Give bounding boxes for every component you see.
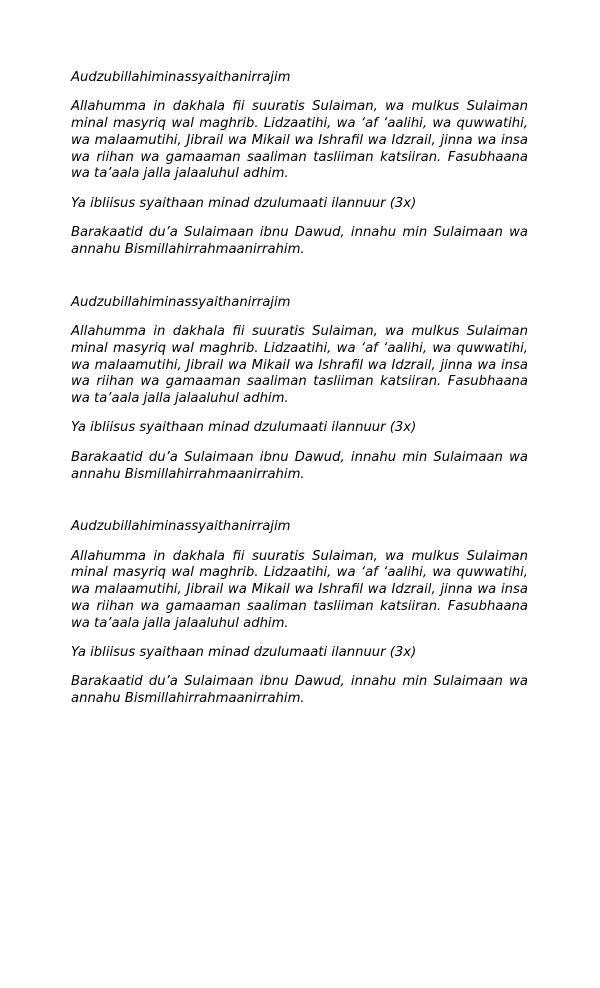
repetition-line: Ya ibliisus syaithaan minad dzulumaati ilannuur (3x) xyxy=(71,195,417,211)
prayer-block-2 xyxy=(71,295,528,484)
prayer-block-1 xyxy=(71,70,528,259)
prayer-paragraph: Allahumma in dakhala fii suuratis Sulaiman, wa mulkus Sulaiman minal masyriq wal maghrib. Lidzaatihi, wa ‘af ‘aalihi, wa quwwatihi, wa malaamutihi, Jibrail wa Mikail wa Ishrafil wa Idzrail, jinna wa insa wa riihan wa gamaaman saaliman tasliiman katsiiran. Fasubhaana wa ta’aala jalla jalaaluhul adhim. xyxy=(71,323,528,407)
opening-line: Audzubillahiminassyaithanirrajim xyxy=(71,294,291,310)
repetition-line: Ya ibliisus syaithaan minad dzulumaati ilannuur (3x) xyxy=(71,645,417,661)
closing-paragraph: Barakaatid du’a Sulaimaan ibnu Dawud, innahu min Sulaimaan wa annahu Bismillahirrahmaanirrahim. xyxy=(71,674,528,707)
opening-line: Audzubillahiminassyaithanirrajim xyxy=(71,519,291,535)
opening-line: Audzubillahiminassyaithanirrajim xyxy=(71,70,291,85)
prayer-paragraph: Allahumma in dakhala fii suuratis Sulaiman, wa mulkus Sulaiman minal masyriq wal maghrib. Lidzaatihi, wa ‘af ‘aalihi, wa quwwatihi, wa malaamutihi, Jibrail wa Mikail wa Ishrafil wa Idzrail, jinna wa insa wa riihan wa gamaaman saaliman tasliiman katsiiran. Fasubhaana wa ta’aala jalla jalaaluhul adhim. xyxy=(71,99,528,182)
closing-paragraph: Barakaatid du’a Sulaimaan ibnu Dawud, innahu min Sulaimaan wa annahu Bismillahirrahmaanirrahim. xyxy=(71,449,528,482)
repetition-line: Ya ibliisus syaithaan minad dzulumaati ilannuur (3x) xyxy=(71,420,417,436)
closing-paragraph: Barakaatid du’a Sulaimaan ibnu Dawud, innahu min Sulaimaan wa annahu Bismillahirrahmaanirrahim. xyxy=(71,225,528,257)
document-body xyxy=(71,70,528,708)
prayer-block-3 xyxy=(71,519,528,708)
prayer-paragraph: Allahumma in dakhala fii suuratis Sulaiman, wa mulkus Sulaiman minal masyriq wal maghrib. Lidzaatihi, wa ‘af ‘aalihi, wa quwwatihi, wa malaamutihi, Jibrail wa Mikail wa Ishrafil wa Idzrail, jinna wa insa wa riihan wa gamaaman saaliman tasliiman katsiiran. Fasubhaana wa ta’aala jalla jalaaluhul adhim. xyxy=(71,548,528,631)
